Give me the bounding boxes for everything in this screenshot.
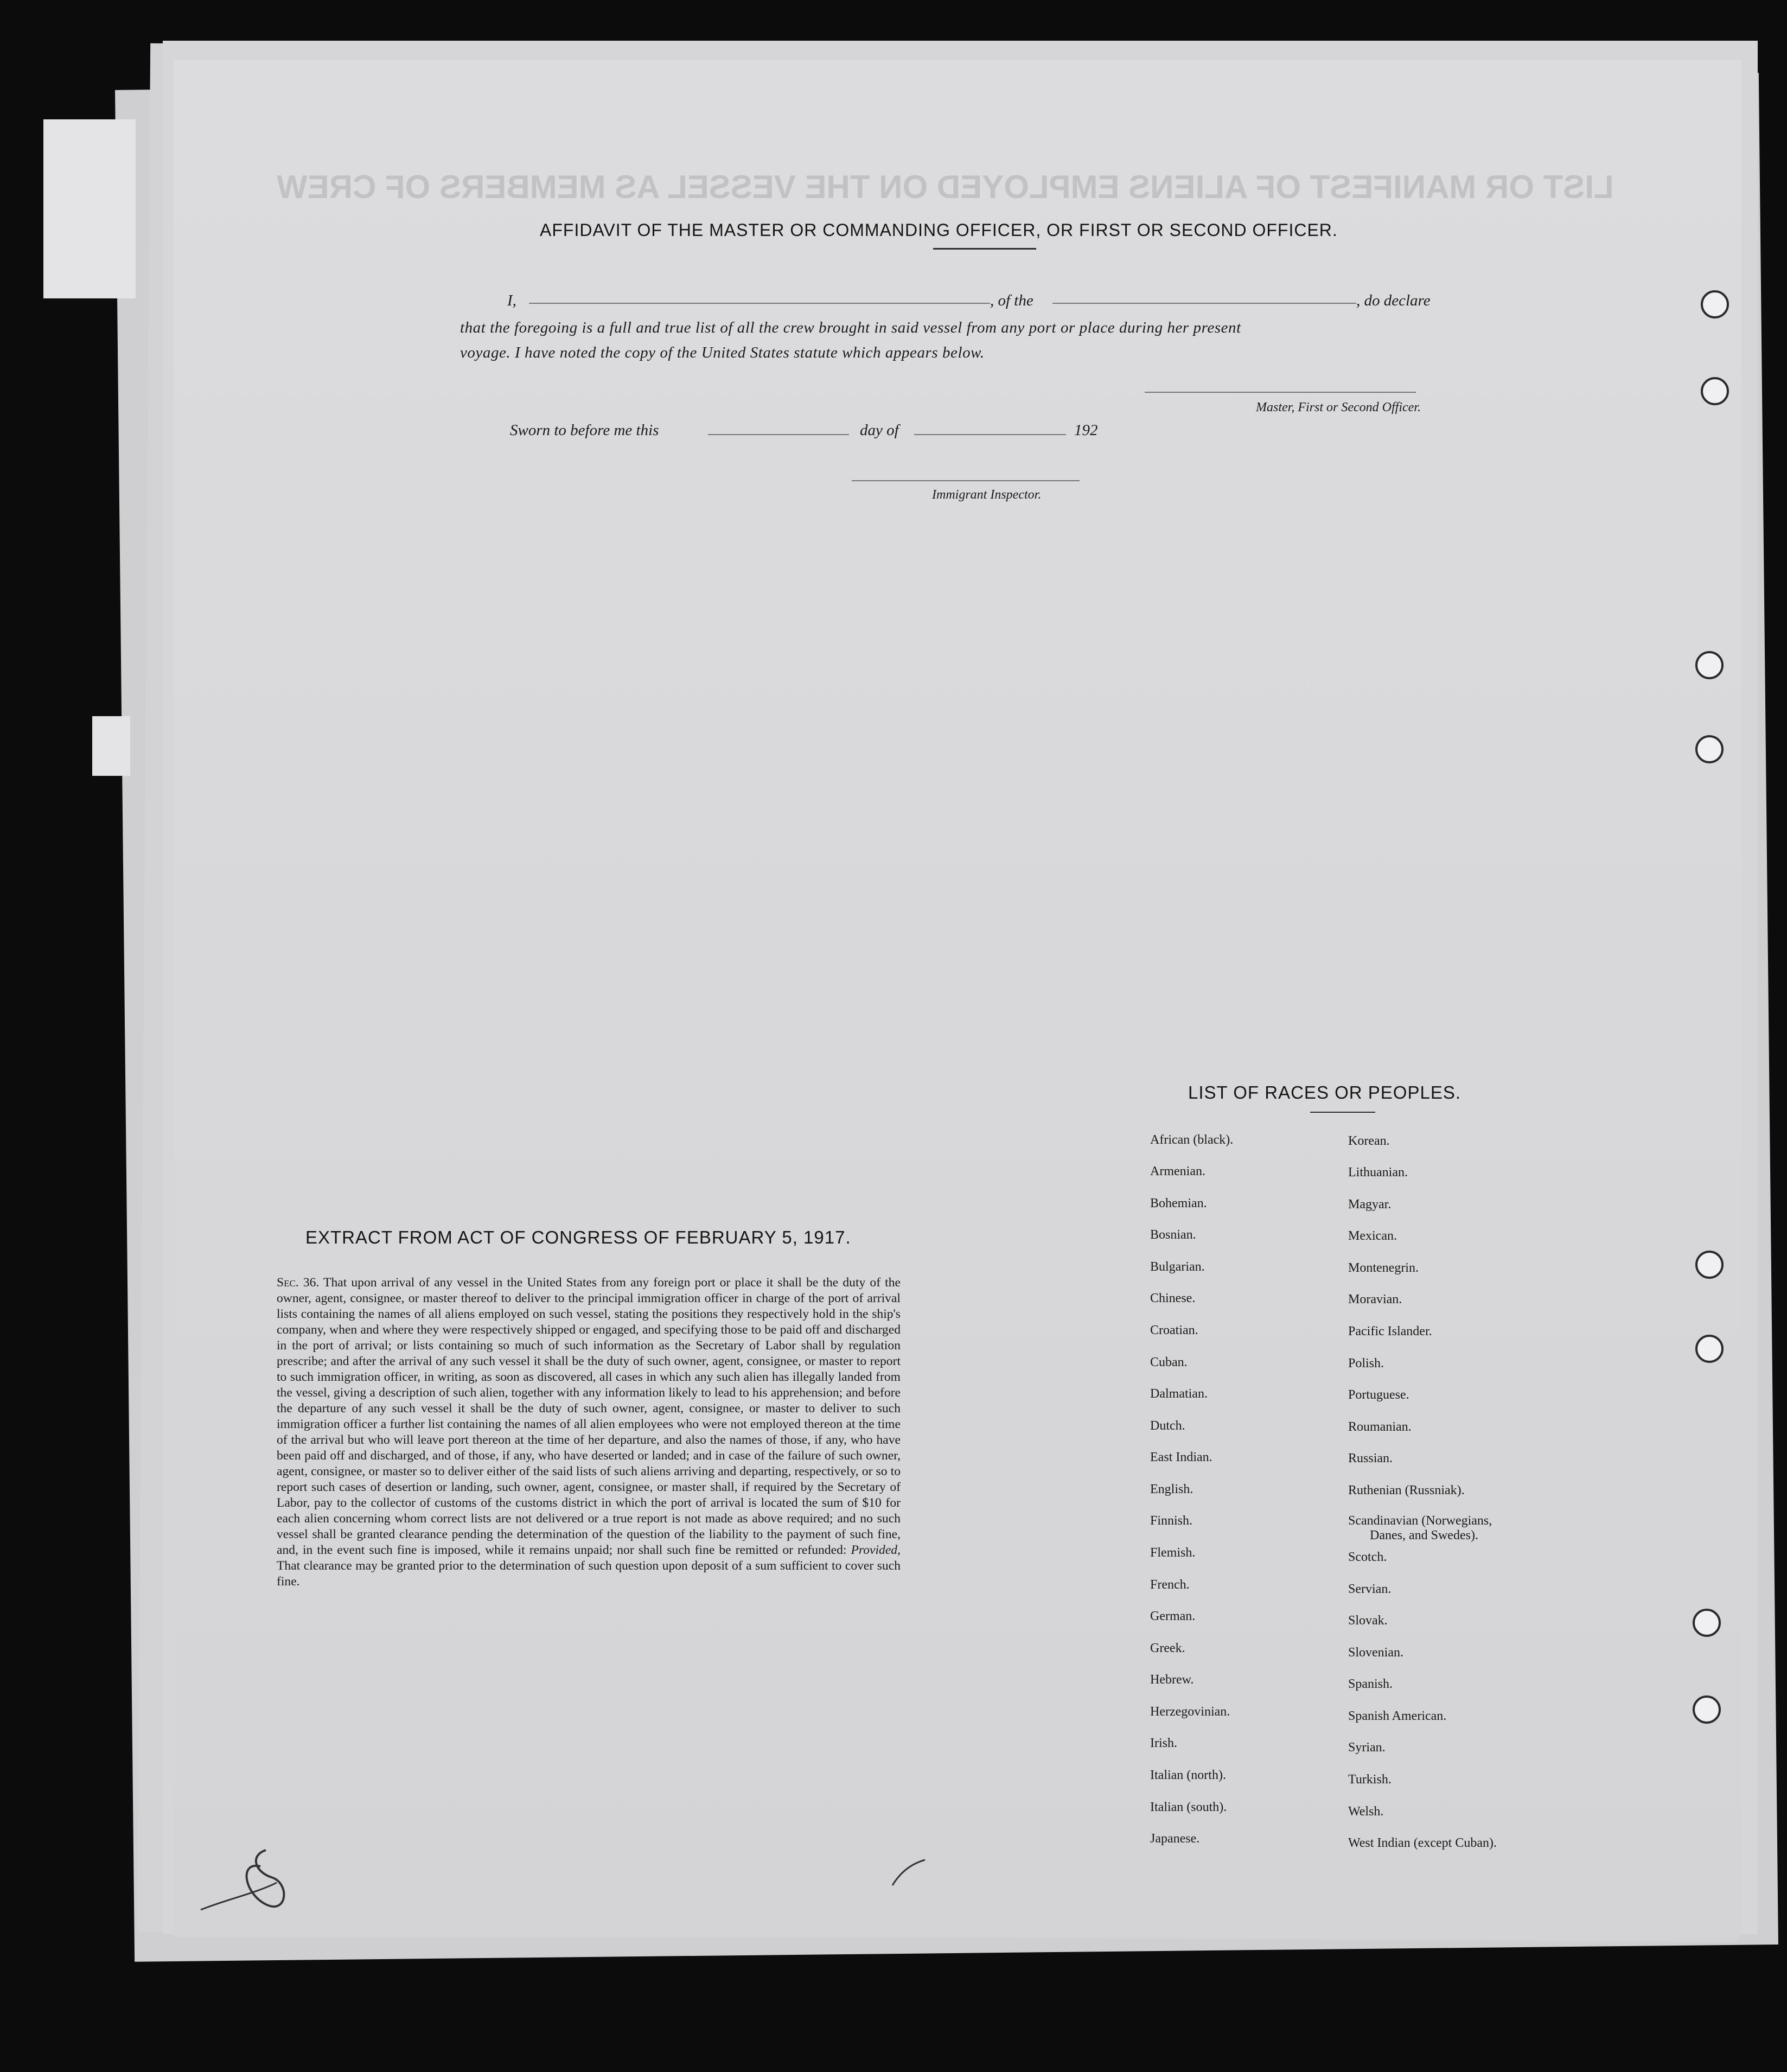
pen-stroke — [890, 1856, 928, 1888]
race-item: Herzegovinian. — [1150, 1705, 1230, 1719]
handwritten-mark — [195, 1845, 304, 1921]
race-item: Finnish. — [1150, 1514, 1193, 1528]
race-item: Dutch. — [1150, 1419, 1185, 1433]
race-item: English. — [1150, 1482, 1194, 1496]
declaration-line-1: that the foregoing is a full and true list of all the crew brought in said vessel from any port or place during her present — [460, 319, 1241, 336]
race-item: Ruthenian (Russniak). — [1348, 1483, 1465, 1497]
race-item: Turkish. — [1348, 1773, 1392, 1787]
paper-tab — [92, 716, 130, 776]
declaration-line-2: voyage. I have noted the copy of the United States statute which appears below. — [460, 344, 985, 361]
race-item: Magyar. — [1348, 1197, 1392, 1212]
affidavit-of-the-label: , of the — [990, 292, 1033, 309]
affidavit-i-label: I, — [507, 292, 516, 309]
signature-caption: Master, First or Second Officer. — [1256, 400, 1421, 415]
race-item: Japanese. — [1150, 1832, 1200, 1846]
extract-body — [277, 1275, 901, 1590]
punch-hole — [1695, 1335, 1724, 1363]
race-item — [1348, 1514, 1533, 1543]
punch-hole — [1695, 735, 1724, 763]
bleed-through: LIST OR MANIFEST OF ALIENS EMPLOYED ON THE VESSEL AS MEMBERS OF CREW — [277, 169, 1614, 205]
inspector-signature-field[interactable] — [852, 480, 1080, 481]
year-prefix: 192 — [1074, 422, 1098, 439]
punch-hole — [1695, 651, 1724, 679]
race-item: Scotch. — [1348, 1550, 1387, 1564]
sworn-month-field[interactable] — [914, 434, 1066, 435]
race-item: Bulgarian. — [1150, 1260, 1205, 1274]
race-item: African (black). — [1150, 1133, 1234, 1147]
sworn-label: Sworn to before me this — [510, 422, 659, 439]
race-item: German. — [1150, 1609, 1196, 1623]
races-rule — [1310, 1112, 1375, 1113]
race-item: Moravian. — [1348, 1292, 1402, 1306]
vessel-name-field[interactable] — [1052, 303, 1356, 304]
affidavit-heading: AFFIDAVIT OF THE MASTER OR COMMANDING OFFICER, OR FIRST OR SECOND OFFICER. — [540, 220, 1338, 240]
heading-rule — [933, 248, 1036, 250]
race-item: French. — [1150, 1578, 1190, 1592]
race-item: Polish. — [1348, 1356, 1384, 1370]
race-item: West Indian (except Cuban). — [1348, 1836, 1497, 1850]
race-item: Montenegrin. — [1348, 1261, 1419, 1275]
document-page — [174, 60, 1741, 1937]
race-item: Italian (north). — [1150, 1768, 1226, 1782]
race-item: Croatian. — [1150, 1323, 1198, 1337]
punch-hole — [1693, 1609, 1721, 1637]
race-item: Hebrew. — [1150, 1673, 1194, 1687]
race-item: Irish. — [1150, 1736, 1177, 1750]
races-heading: LIST OF RACES OR PEOPLES. — [1188, 1082, 1461, 1102]
race-item-line: Danes, and Swedes). — [1370, 1528, 1478, 1542]
race-item: Roumanian. — [1348, 1420, 1412, 1434]
race-item: Servian. — [1348, 1582, 1392, 1596]
punch-hole — [1701, 377, 1729, 405]
race-item: Bosnian. — [1150, 1228, 1196, 1242]
race-item: Bohemian. — [1150, 1196, 1207, 1210]
race-item: Pacific Islander. — [1348, 1324, 1432, 1338]
race-item: East Indian. — [1150, 1450, 1212, 1464]
section-text: That upon arrival of any vessel in the United States from any foreign port or place it shall be the duty of the owner, agent, consignee, or master thereof to deliver to the principal immigration officer in charge of the port of arrival lists containing the names of all aliens employed on such vessel, stating the positions they respectively hold in the ship's company, when and where they were respectively shipped or engaged, and specifying those to be paid off and discharged in the port of arrival; or lists containing so much of such information as the Secretary of Labor shall by regulation prescribe; and after the arrival of any such vessel it shall be the duty of such owner, agent, consignee, or master to report to such immigration officer, in writing, as soon as discovered, all cases in which any such alien has illegally landed from the vessel, giving a description of such alien, together with any information likely to lead to his apprehension; and before the departure of any such vessel it shall be the duty of such owner, agent, consignee, or master to deliver to such immigration officer a further list containing the names of all alien employees who were not employed thereon at the time of the arrival but who will leave port thereon at the time of her departure, and also the names of those, if any, who have been paid off and discharged, and of those, if any, who have deserted or landed; and in case of the failure of such owner, agent, consignee, or master so to deliver either of the said lists of such aliens arriving and departing, respectively, or so to report such cases of desertion or landing, such owner, agent, consignee, or master shall, if required by the Secretary of Labor, pay to the collector of customs of the customs district in which the port of arrival is located the sum of $10 for each alien concerning whom correct lists are not delivered or a true report is not made as above required; and no such vessel shall be granted clearance pending the determination of the question of the liability to the payment of such fine, and, in the event such fine is imposed, while it remains unpaid; nor shall such fine be remitted or refunded: — [277, 1276, 901, 1557]
race-item: Slovak. — [1348, 1614, 1388, 1628]
proviso-label: Provided, — [851, 1543, 901, 1557]
race-item: Lithuanian. — [1348, 1165, 1408, 1180]
sworn-day-field[interactable] — [708, 434, 849, 435]
race-item-line: Scandinavian (Norwegians, — [1348, 1514, 1492, 1528]
affidavit-do-declare-label: , do declare — [1356, 292, 1431, 309]
race-item: Mexican. — [1348, 1229, 1397, 1243]
race-item: Armenian. — [1150, 1164, 1205, 1178]
race-item: Portuguese. — [1348, 1388, 1409, 1402]
race-item: Flemish. — [1150, 1546, 1196, 1560]
master-name-field[interactable] — [529, 303, 990, 304]
race-item: Welsh. — [1348, 1805, 1384, 1819]
race-item: Syrian. — [1348, 1741, 1386, 1755]
race-item: Greek. — [1150, 1641, 1185, 1655]
race-item: Slovenian. — [1348, 1646, 1403, 1660]
race-item: Korean. — [1348, 1134, 1390, 1148]
punch-hole — [1695, 1251, 1724, 1279]
race-item: Dalmatian. — [1150, 1387, 1208, 1401]
punch-hole — [1701, 290, 1729, 318]
race-item: Spanish American. — [1348, 1709, 1447, 1723]
inspector-caption: Immigrant Inspector. — [932, 488, 1042, 502]
race-item: Spanish. — [1348, 1677, 1393, 1691]
punch-hole — [1693, 1695, 1721, 1724]
section-label: Sec. 36. — [277, 1276, 320, 1290]
proviso-text: That clearance may be granted prior to the determination of such question upon deposit of a sum sufficient to cover such fine. — [277, 1559, 901, 1589]
race-item: Cuban. — [1150, 1355, 1188, 1369]
day-of-label: day of — [860, 422, 899, 439]
race-item: Chinese. — [1150, 1291, 1196, 1305]
race-item: Russian. — [1348, 1451, 1393, 1465]
paper-tab — [43, 119, 136, 298]
signature-field[interactable] — [1145, 392, 1416, 393]
race-item: Italian (south). — [1150, 1800, 1227, 1814]
extract-heading: EXTRACT FROM ACT OF CONGRESS OF FEBRUARY 5, 1917. — [305, 1227, 851, 1247]
